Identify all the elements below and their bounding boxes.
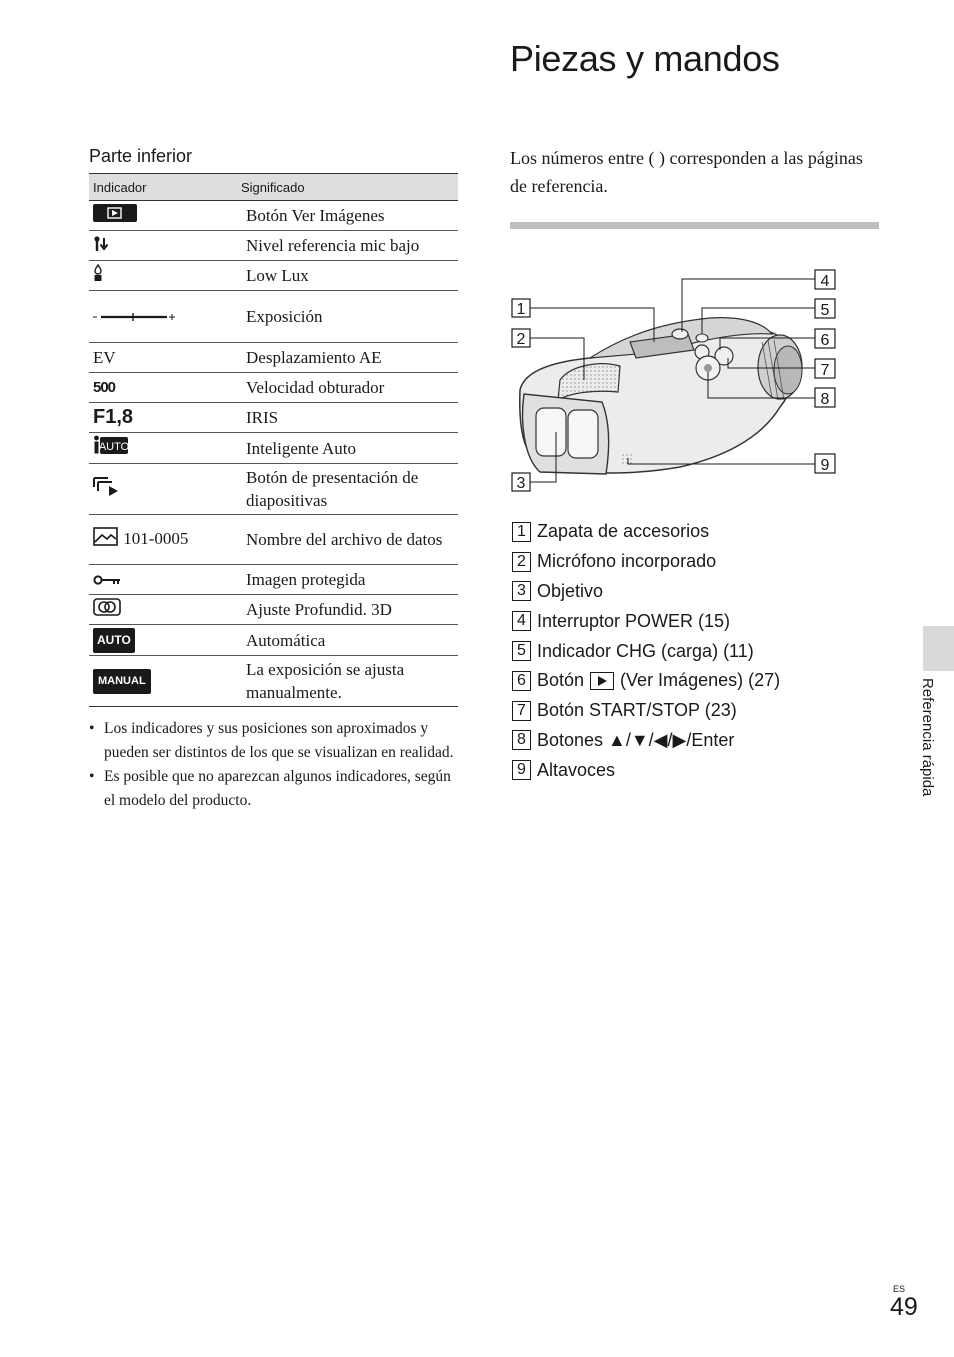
svg-text:1: 1 (516, 301, 526, 318)
list-item (512, 696, 780, 726)
part-number: 7 (512, 701, 531, 721)
slideshow-icon (93, 476, 119, 502)
indicator-cell (89, 625, 238, 656)
page-title: Piezas y mandos (510, 38, 780, 79)
indicator-cell (89, 565, 238, 595)
indicator-cell (89, 201, 238, 231)
part-label-after: (Ver Imágenes) (27) (620, 670, 781, 691)
table-row (89, 464, 458, 515)
camera-illustration (510, 262, 842, 494)
part-number: 6 (512, 671, 531, 691)
list-item (512, 755, 780, 785)
callout-3 (512, 473, 530, 492)
part-number: 2 (512, 552, 531, 572)
svg-text:7: 7 (820, 362, 830, 379)
file-number: 101-0005 (123, 528, 189, 548)
part-number: 9 (512, 760, 531, 780)
indicator-cell (89, 291, 238, 343)
table-row (89, 595, 458, 625)
table-row (89, 343, 458, 373)
meaning-cell: Exposición (238, 291, 458, 343)
part-label: Botones ▲/▼/◀/▶/Enter (537, 729, 735, 750)
part-label: Altavoces (537, 759, 616, 780)
camera-figure (510, 262, 842, 494)
indicator-cell (89, 655, 238, 706)
indicator-section (89, 146, 458, 813)
callout-8 (815, 388, 835, 408)
page-number: 49 (890, 1293, 918, 1321)
auto-badge-icon: AUTO (93, 628, 135, 653)
table-row (89, 515, 458, 565)
play-icon (590, 672, 614, 690)
part-label: Objetivo (537, 580, 604, 601)
part-label: Micrófono incorporado (537, 551, 717, 572)
indicator-cell (89, 515, 238, 565)
indicator-cell (89, 231, 238, 261)
indicator-cell (89, 464, 238, 515)
svg-text:6: 6 (820, 332, 830, 349)
svg-text:3: 3 (516, 475, 526, 492)
table-row (89, 433, 458, 464)
side-tab (923, 626, 954, 671)
callout-7 (815, 359, 835, 379)
callout-9 (815, 454, 835, 474)
meaning-cell: Ajuste Profundid. 3D (238, 595, 458, 625)
note-item: • Es posible que no aparezcan algunos indicadores, según el modelo del producto. (89, 765, 458, 813)
callout-5 (815, 299, 835, 319)
protect-key-icon (93, 569, 121, 592)
intro-text: Los números entre ( ) corresponden a las páginas de referencia. (510, 148, 863, 196)
indicator-cell: F1,8 (89, 403, 238, 433)
meaning-cell: IRIS (238, 403, 458, 433)
callout-2 (512, 329, 530, 348)
table-header-row (89, 174, 458, 201)
header-meaning: Significado (238, 174, 458, 201)
list-item (512, 636, 780, 666)
indicator-cell (89, 261, 238, 291)
list-item (512, 577, 780, 607)
svg-text:5: 5 (820, 302, 830, 319)
meaning-cell: Botón Ver Imágenes (238, 201, 458, 231)
low-lux-icon (93, 264, 103, 288)
table-row (89, 655, 458, 706)
indicator-cell: 500 (89, 373, 238, 403)
notes-list (89, 717, 458, 813)
svg-text:AUTO: AUTO (98, 441, 129, 454)
meaning-cell: Imagen protegida (238, 565, 458, 595)
table-row (89, 231, 458, 261)
note-item: • Los indicadores y sus posiciones son aproximados y pueden ser distintos de los que se visualizan en realidad. (89, 717, 458, 765)
table-row (89, 373, 458, 403)
header-indicator: Indicador (89, 174, 238, 201)
part-label-before: Botón (537, 670, 585, 691)
part-label: Interruptor POWER (15) (537, 610, 731, 631)
indicator-cell (89, 433, 238, 464)
part-label: Botón START/STOP (23) (537, 700, 737, 721)
mic-level-low-icon (93, 235, 111, 258)
intelligent-auto-icon (93, 435, 129, 461)
table-row (89, 565, 458, 595)
meaning-cell: Desplazamiento AE (238, 343, 458, 373)
list-item (512, 726, 780, 756)
section-heading: Parte inferior (89, 146, 193, 166)
part-number: 5 (512, 641, 531, 661)
svg-text:9: 9 (820, 457, 830, 474)
table-row (89, 403, 458, 433)
indicator-cell (89, 595, 238, 625)
play-button-icon (93, 204, 137, 228)
part-label: Zapata de accesorios (537, 521, 710, 542)
image-file-icon (93, 527, 119, 553)
svg-text:4: 4 (820, 273, 830, 290)
section-rule (510, 222, 879, 229)
meaning-cell: Inteligente Auto (238, 433, 458, 464)
list-item (512, 547, 780, 577)
part-number: 4 (512, 611, 531, 631)
indicator-table (89, 173, 458, 707)
list-item (512, 517, 780, 547)
part-number: 1 (512, 522, 531, 542)
callout-4 (815, 270, 835, 290)
part-label: Indicador CHG (carga) (11) (537, 640, 754, 661)
part-number: 8 (512, 730, 531, 750)
indicator-cell: EV (89, 343, 238, 373)
meaning-cell: Automática (238, 625, 458, 656)
list-item (512, 666, 780, 696)
side-label: Referencia rápida (919, 678, 936, 797)
meaning-cell: Velocidad obturador (238, 373, 458, 403)
table-row (89, 291, 458, 343)
table-row (89, 625, 458, 656)
table-row (89, 261, 458, 291)
parts-list (512, 517, 780, 785)
callout-6 (815, 329, 835, 349)
list-item (512, 606, 780, 636)
callout-1 (512, 299, 530, 318)
svg-text:2: 2 (516, 331, 526, 348)
manual-badge-icon: MANUAL (93, 669, 151, 694)
meaning-cell: Nivel referencia mic bajo (238, 231, 458, 261)
exposure-slider-icon (93, 306, 175, 329)
part-number: 3 (512, 581, 531, 601)
table-row (89, 201, 458, 231)
3d-depth-icon (93, 598, 121, 622)
language-code: ES (893, 1284, 906, 1294)
meaning-cell: Nombre del archivo de datos (238, 515, 458, 565)
svg-text:8: 8 (820, 391, 830, 408)
meaning-cell: Low Lux (238, 261, 458, 291)
meaning-cell: Botón de presentación de diapositivas (238, 464, 458, 515)
meaning-cell: La exposición se ajusta manualmente. (238, 655, 458, 706)
